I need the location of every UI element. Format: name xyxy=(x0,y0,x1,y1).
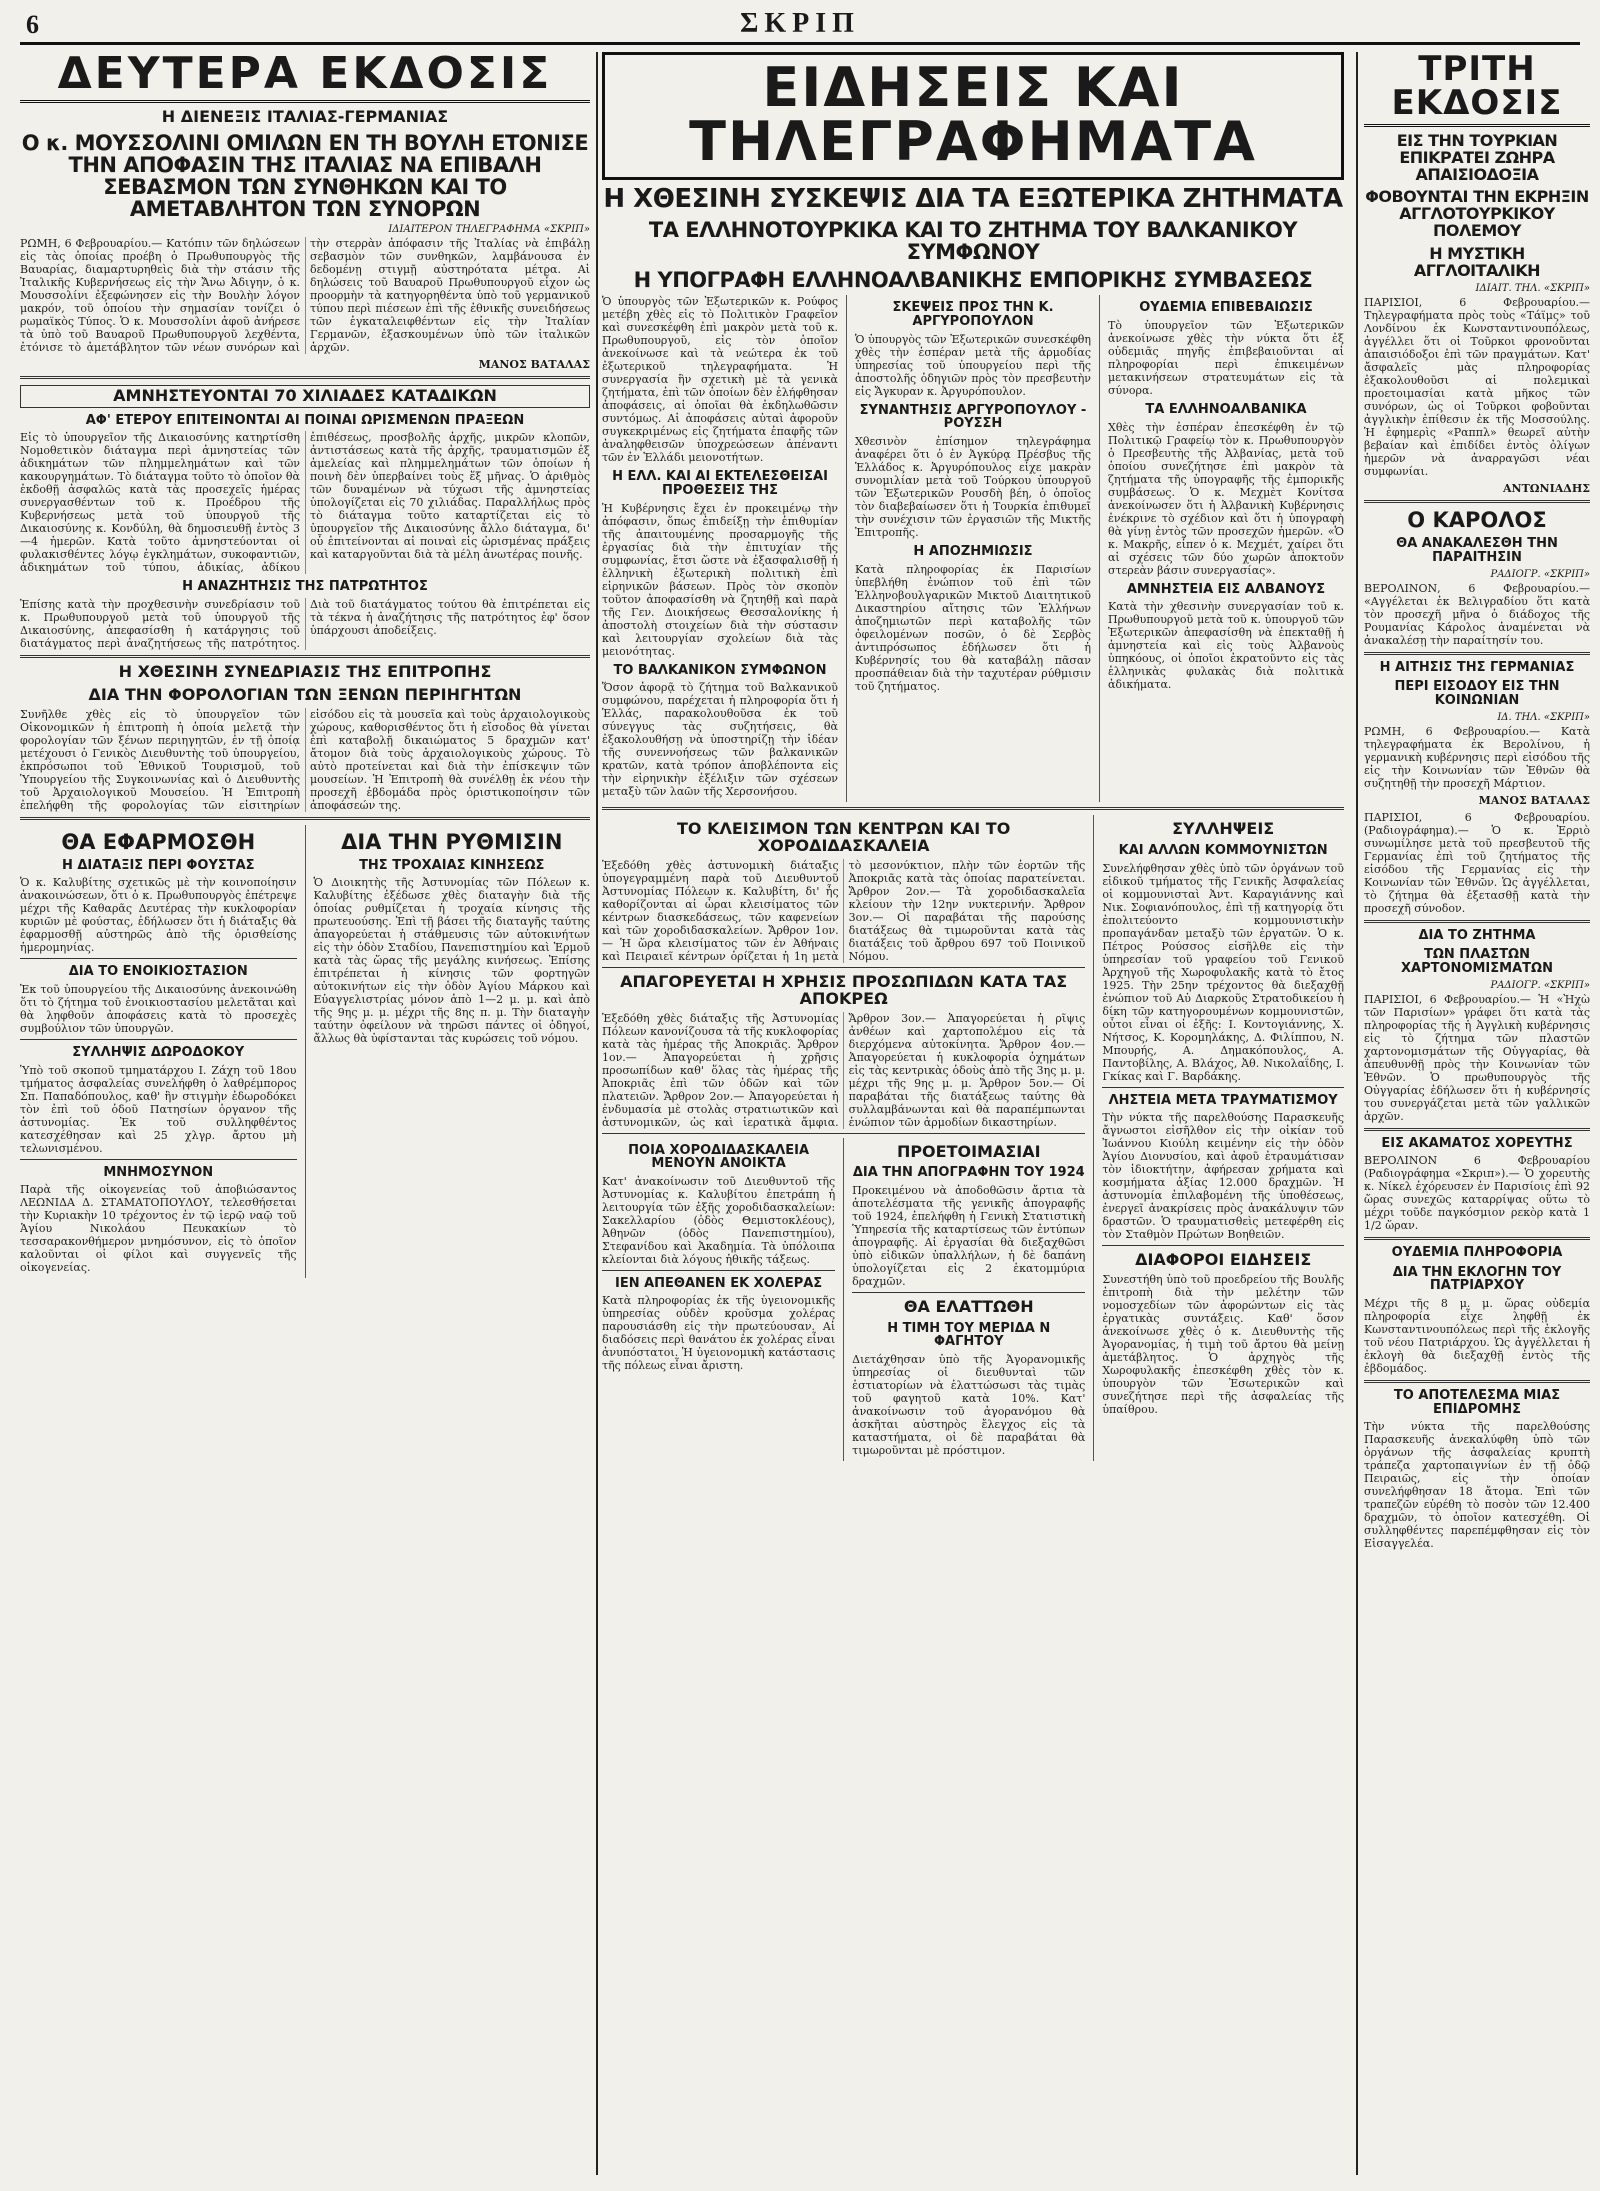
third-edition-banner: ΤΡΙΤΗ ΕΚΔΟΣΙΣ xyxy=(1364,52,1590,127)
article-headline: ΘΑ ΕΛΑΤΤΩΘΗ xyxy=(903,1296,1034,1316)
article-body: Ὁ Διοικητὴς τῆς Ἀστυνομίας τῶν Πόλεων κ. Καλυβίτης ἐξέδωσε χθὲς διαταγὴν διὰ τῆς ὁποίας ρυθμίζεται ἡ τροχαία κίνησις τῆς πρωτευούσης. Ἐπὶ τῇ βάσει τῆς διαταγῆς ταύτης ἀπαγορεύεται ἡ στάθμευσις τῶν αὐτοκινήτων εἰς τὴν ὁδὸν Σταδίου, Πανεπιστημίου καὶ Ἑρμοῦ κατὰ τὰς ὥρας τῆς μεγάλης κινήσεως. Ἐπίσης ἐπιτρέπεται ἡ κίνησις τῶν φορτηγῶν αὐτοκινήτων εἰς τὴν ὁδὸν Ἁγίου Μάρκου καὶ Εὐαγγελιστρίας μόνον ἀπὸ 1—2 μ. μ. καὶ ἀπὸ τῆς 9ης μ. μ. μέχρι τῆς 8ης π. μ. Τὴν διαταγὴν ταύτην ὀφείλουν νὰ τηρῶσι πάντες οἱ ὁδηγοί, ἄλλως θὰ ὑφίστανται τὰς κυρώσεις τοῦ νόμου. xyxy=(313,876,590,1046)
article-body: ΠΑΡΙΣΙΟΙ, 6 Φεβρουαρίου.— Τηλεγραφήματα πρὸς τοὺς «Τάϊμς» τοῦ Λονδίνου ἐκ Κωνσταντινουπόλεως, ἀγγέλλει ὅτι οἱ Τοῦρκοι φρονοῦνται ἀπαισιόδοξοι ἐπὶ τῶν πραγμάτων. Κατ' ἄσφαλεῖς μὰς πληροφορίας ἐξακολουθοῦσι αἱ πολεμικαὶ προετοιμασίαι κατὰ μῆκος τῶν συνόρων, ὡς οἱ Τοῦρκοι φοβοῦνται ἀγγλικὴν ἐπίθεσιν ἐκ τῆς Μοσσούλης. Ἡ ἐφημερὶς «Ραππλ» θεωρεῖ αὐτὴν βεβαίαν καὶ ἐπιδίδει ἐντὸς ὀλίγων ἡμερῶν νὰ ἀναρραγῶσι νέαι συμφωνίαι. xyxy=(1364,296,1590,479)
mid-bottom-col-b xyxy=(843,1138,1085,1462)
mid-lower-split xyxy=(602,815,1344,1461)
article-subheadline: ΤΑ ΕΛΛΗΝΟΑΛΒΑΝΙΚΑ xyxy=(1145,402,1307,418)
article-headline: ΔΙΑΦΟΡΟΙ ΕΙΔΗΣΕΙΣ xyxy=(1135,1250,1312,1270)
article-source: ΙΔ. ΤΗΛ. «ΣΚΡΙΠ» xyxy=(1497,711,1590,723)
article-source: ΡΑΔΙΟΓΡ. «ΣΚΡΙΠ» xyxy=(1490,979,1590,991)
article-subheadline: ΔΙΑ ΤΗΝ ΦΟΡΟΛΟΓΙΑΝ ΤΩΝ ΞΕΝΩΝ ΠΕΡΙΗΓΗΤΩΝ xyxy=(88,684,522,704)
article-body: Ὁ ὑπουργὸς τῶν Ἐξωτερικῶν συνεσκέφθη χθὲς τὴν ἑσπέραν μετὰ τῆς ἁρμοδίας ὑπηρεσίας τοῦ ὑπουργείου περὶ τῆς ἀποστολῆς ὁδηγιῶν πρὸς τὸν πρεσβευτὴν εἰς Ἄγκυραν κ. Ἀργυρόπουλον. xyxy=(855,332,1091,398)
article-subheadline: ΠΕΡΙ ΕΙΣΟΔΟΥ ΕΙΣ ΤΗΝ ΚΟΙΝΩΝΙΑΝ xyxy=(1394,679,1560,708)
article-headline: ΘΑ ΕΦΑΡΜΟΣΘΗ xyxy=(61,829,256,854)
article-body: ΠΑΡΙΣΙΟΙ, 6 Φεβρουαρίου. (Ραδιογράφημα).— Ὁ κ. Ἐρριὸ συνωμίλησε μετὰ τοῦ πρεσβευτοῦ τῆς Γερμανίας ἐπὶ τοῦ ζητήματος τῆς εἰσόδου τῆς Γερμανίας εἰς τὴν Κοινωνίαν τῶν Ἐθνῶν. Ὡς ἀγγέλλεται, τὸ ζήτημα θὰ ἐξετασθῇ κατὰ τὴν προσεχῆ σύνοδον. xyxy=(1364,810,1590,915)
article-subheadline: ΟΥΔΕΜΙΑ ΕΠΙΒΕΒΑΙΩΣΙΣ xyxy=(1139,300,1313,316)
article-subheadline: ΔΙΑ ΤΗΝ ΑΠΟΓΡΑΦΗΝ ΤΟΥ 1924 xyxy=(852,1165,1085,1181)
article-body: Εἰς τὸ ὑπουργεῖον τῆς Δικαιοσύνης κατηρτίσθη Νομοθετικὸν διάταγμα περὶ ἀμνηστείας τῶν ἀδικημάτων τῶν πλημμελημάτων καὶ τῶν κακουργημάτων. Τὸ διάταγμα τοῦτο τὸ ὁποῖον θὰ ἐκδοθῇ ἀσφαλῶς κατὰ τὰς προσεχεῖς ἡμέρας συνεργασθέντων τοῦ κ. Προέδρου τῆς Κυβερνήσεως μετὰ τοῦ ὑπουργοῦ τῆς Δικαιοσύνης κ. Κονδύλη, θὰ δημοσιευθῇ ἐντὸς 3—4 ἡμερῶν. Κατὰ τοῦτο ἀμνηστεύονται οἱ φυλακισθέντες λόγῳ ἐγκλημάτων, συκοφαντιῶν, ἀδικημάτων τοῦ τύπου, ἀδικίας, ἀδίκου ἐπιθέσεως, προσβολῆς ἀρχῆς, μικρῶν κλοπῶν, ἀντιστάσεως κατὰ τῆς ἀρχῆς, τραυματισμῶν ἐξ ἀμελείας καὶ πλημμελημάτων τῶν ὁποίων ἡ ποινὴ δὲν ὑπερβαίνει τοὺς ἕξ μῆνας. Ὁ ἀριθμὸς τῶν δυναμένων νὰ τύχωσι τῆς ἀμνηστείας ὑπολογίζεται εἰς 70 χιλιάδας. Παραλλήλως πρὸς τὸ διάταγμα τοῦτο καταρτίζεται εἰς τὸ ὑπουργεῖον τῆς Δικαιοσύνης ἄλλο διάταγμα, δι' οὗ ἐπιτείνονται αἱ ποιναὶ εἰς ὡρισμένας πράξεις καὶ καταργοῦνται διὰ τὰ μέλη ἀνωτέρας ποινῆς. xyxy=(20,431,590,575)
right-column xyxy=(1356,52,1590,2175)
left-bottom-col-b xyxy=(305,825,591,1279)
article-body: Χθεσινὸν ἐπίσημον τηλεγράφημα ἀναφέρει ὅτι ὁ ἐν Ἀγκύρᾳ Πρέσβυς τῆς Ἑλλάδος κ. Ἀργυρόπουλος εἶχε μακρὰν συνομιλίαν μετὰ τοῦ Τούρκου ὑπουργοῦ τῶν Ἐξωτερικῶν Ρουσδὴ βέη, ὁ ὁποῖος τὸν διαβεβαίωσεν ὅτι ἡ Τουρκία ἐπιθυμεῖ τὴν συνέχισιν τῶν ἐργασιῶν τῆς Μικτῆς Ἐπιτροπῆς. xyxy=(855,435,1091,539)
article-body: Ἐπίσης κατὰ τὴν προχθεσινὴν συνεδρίασιν τοῦ κ. Πρωθυπουργοῦ μετὰ τοῦ ὑπουργοῦ τῆς Δικαιοσύνης, ἀπεφασίσθη ἡ κατάργησις τοῦ διατάγματος περὶ ἀναζητήσεως τῆς πατρότητος. Διὰ τοῦ διατάγματος τούτου θὰ ἐπιτρέπεται εἰς τὰ τέκνα ἡ ἀναζήτησις τῆς πατρότητος ἐφ' ὅσον ὑπάρχουσι ἀποδείξεις. xyxy=(20,598,590,651)
article-body: Κατὰ τὴν χθεσινὴν συνεργασίαν τοῦ κ. Πρωθυπουργοῦ μετὰ τοῦ κ. ὑπουργοῦ τῶν Ἐξωτερικῶν ἀπεφασίσθη νὰ ἐπεκταθῇ ἡ ἀμνηστεία καὶ εἰς τοὺς Ἀλβανοὺς ὑπηκόους, οἱ ὁποῖοι ἐκρατοῦντο εἰς τὰς ἑλληνικὰς φυλακὰς διὰ πολιτικὰ ἀδικήματα. xyxy=(1108,600,1344,692)
article-headline: ΔΙΑ ΤΟ ΖΗΤΗΜΑ xyxy=(1418,927,1536,943)
article-body: Ὑπὸ τοῦ σκοποῦ τμηματάρχου Ι. Ζάχη τοῦ 18ου τμήματος ἀσφαλείας συνελήφθη ὁ λαθρέμπορος Σπ. Παπαδόπουλος, καθ' ἣν στιγμὴν ἐδωροδόκει τὸν ἐπὶ τοῦ ὁδοῦ Πατησίων ὀργανον τῆς ἀστυνομίας. Ἐκ τοῦ συλληφθέντος κατεσχέθησαν καὶ 25 χλγρ. ἄρτου μὴ τελωνισμένου. xyxy=(20,1063,297,1155)
left-bottom-split xyxy=(20,825,590,1279)
article-body: ΒΕΡΟΛΙΝΟΝ, 6 Φεβρουαρίου.— «Αγγέλεται ἐκ Βελιγραδίου ὅτι κατὰ τὸν προσεχῆ μῆνα ὁ διάδοχος τῆς Ρουμανίας Κάρολος ἀναμένεται νὰ ἀνακαλέσῃ τὴν παραίτησίν του. xyxy=(1364,581,1590,647)
mid-lower-col-b xyxy=(1093,815,1344,1461)
article-subheadline: Η ΔΙΑΤΑΞΙΣ ΠΕΡΙ ΦΟΥΣΤΑΣ xyxy=(61,857,255,873)
article-headline: ΔΙΑ ΤΗΝ ΡΥΘΜΙΣΙΝ xyxy=(341,829,563,854)
article-headline: ΤΟ ΑΠΟΤΕΛΕΣΜΑ ΜΙΑΣ ΕΠΙΔΡΟΜΗΣ xyxy=(1393,1388,1561,1417)
article-headline: ΜΝΗΜΟΣΥΝΟΝ xyxy=(103,1164,214,1180)
article-headline: Η ΧΘΕΣΙΝΗ ΣΥΝΕΔΡΙΑΣΙΣ ΤΗΣ ΕΠΙΤΡΟΠΗΣ xyxy=(118,662,492,682)
article-body: Διετάχθησαν ὑπὸ τῆς Ἀγορανομικῆς ὑπηρεσίας οἱ διευθυνταὶ τῶν ἑστιατορίων νὰ ἐλαττώσωσι τὰς τιμὰς τοῦ φαγητοῦ κατὰ 10%. Κατ' ἀνακοίνωσιν τοῦ ἀγορανόμου θὰ ἀσκῆται αὐστηρὸς ἔλεγχος εἰς τὰ καταστήματα, οἱ δὲ παραβάται θὰ τιμωροῦνται μὲ πρόστιμον. xyxy=(852,1353,1086,1458)
article-headline: ΕΙΣ ΤΗΝ ΤΟΥΡΚΙΑΝ ΕΠΙΚΡΑΤΕΙ ΖΩΗΡΑ ΑΠΑΙΣΙΟΔΟΞΙΑ xyxy=(1396,131,1558,184)
lead-col-c xyxy=(1099,295,1344,802)
article-body: Τὴν νύκτα τῆς παρελθούσης Παρασκευῆς ἄγνωστοι εἰσῆλθον εἰς τὴν οἰκίαν τοῦ Ἰωάννου Κιούλη κειμένην εἰς τὴν ὁδὸν Ἁγίου Διονυσίου, καὶ ἀφοῦ ἐτραυμάτισαν τὸν ἰδιοκτήτην, ἀφήρεσαν χρήματα καὶ κοσμήματα ἀξίας 12.000 δραχμῶν. Ἡ ἀστυνομία ἐπιλαβομένη τῆς ὑποθέσεως, ἐνεργεῖ ἀνακρίσεις πρὸς ἀνακάλυψιν τῶν δραστῶν. Ὁ τραυματισθεὶς μετεφέρθη εἰς τὸν Σταθμὸν Πρώτων Βοηθειῶν. xyxy=(1102,1111,1344,1242)
article-source: ΙΔΙΑΙΤ. ΤΗΛ. «ΣΚΡΙΠ» xyxy=(1475,283,1590,295)
article-source: ΡΑΔΙΟΓΡ. «ΣΚΡΙΠ» xyxy=(1490,568,1590,580)
article-body: Παρὰ τῆς οἰκογενείας τοῦ ἀποβιώσαντος ΛΕΩΝΙΔΑ Δ. ΣΤΑΜΑΤΟΠΟΥΛΟΥ, τελεσθήσεται τὴν Κυριακὴν 10 τρέχοντος ἐν τῷ ἱερῷ ναῷ τοῦ Ἁγίου Νικολάου Πευκακίων τὸ τεσσαρακονθήμερον μνημόσυνον, εἰς τὸ ὁποῖον καλοῦνται οἱ φίλοι καὶ συγγενεῖς τῆς οἰκογενείας. xyxy=(20,1183,297,1275)
article-body: Κατ' ἀνακοίνωσιν τοῦ Διευθυντοῦ τῆς Ἀστυνομίας κ. Καλυβίτου ἐπετράπη ἡ λειτουργία τῶν ἐξῆς χοροδιδασκαλείων: Σακελλαρίου (ὁδὸς Θεμιστοκλέους), Ἀθηνῶν (ὁδὸς Πανεπιστημίου), Στεφανίδου καὶ Ἀκαδημία. Τὰ ὑπόλοιπα κλείονται διὰ λόγους ἠθικῆς τάξεως. xyxy=(602,1174,836,1266)
article-headline: ΕΙΣ ΑΚΑΜΑΤΟΣ ΧΟΡΕΥΤΗΣ xyxy=(1381,1135,1573,1151)
newspaper-name: ΣΚΡΙΠ xyxy=(740,8,860,39)
article-headline: ΣΥΛΛΗΨΙΣ ΔΩΡΟΔΟΚΟΥ xyxy=(72,1044,245,1060)
left-column xyxy=(20,52,598,2175)
article-subheadline: Η ΤΙΜΗ ΤΟΥ ΜΕΡΙΔΑ Ν ΦΑΓΗΤΟΥ xyxy=(887,1320,1051,1350)
mid-bottom-col-a xyxy=(602,1138,835,1462)
article-subheadline: ΑΦ' ΕΤΕΡΟΥ ΕΠΙΤΕΙΝΟΝΤΑΙ ΑΙ ΠΟΙΝΑΙ ΩΡΙΣΜΕΝΩΝ ΠΡΑΞΕΩΝ xyxy=(85,412,525,428)
article-body: ΒΕΡΟΛΙΝΟΝ 6 Φεβρουαρίου (Ραδιογράφημα «Σκριπ»).— Ὁ χορευτὴς κ. Νίκελ ἐχόρευσεν ἐν Παρισίοις ἐπὶ 92 ὥρας συνεχῶς καταρρίψας οὕτω τὸ μέχρι τοῦδε παγκόσμιον ρεκὸρ κατὰ 1 1/2 ὥραν. xyxy=(1364,1154,1590,1233)
article-body: Ὁ κ. Καλυβίτης σχετικῶς μὲ τὴν κοινοποίησιν ἀνακοινώσεων, ὅτι ὁ κ. Πρωθυπουργὸς ἐπέτρεψε μέχρι τῆς Καθαρᾶς Δευτέρας τὴν κυκλοφορίαν κυριῶν μὲ φούστας, ἐδήλωσεν ὅτι ἡ διάταξις θὰ ἐφαρμοσθῇ αὐστηρῶς ἀπὸ τῆς ὁρισθείσης ἡμερομηνίας. xyxy=(20,876,297,955)
article-body: ΡΩΜΗ, 6 Φεβρουαρίου.— Κατὰ τηλεγραφήματα ἐκ Βερολίνου, ἡ γερμανικὴ κυβέρνησις περὶ εἰσόδου τῆς εἰς τὴν Κοινωνίαν τῶν Ἐθνῶν θὰ συζητηθῇ τὴν προσεχῆ Μάρτιον. xyxy=(1364,724,1590,790)
article-body: Συνῆλθε χθὲς εἰς τὸ ὑπουργεῖον τῶν Οἰκονομικῶν ἡ ἐπιτροπὴ ἡ ὁποία μελετᾷ τὴν φορολογίαν τῶν ξένων περιηγητῶν, ἐν τῇ ὁποίᾳ μετέχουσι ὁ Γενικὸς Διευθυντὴς τοῦ ὑπουργείου, ἐκπρόσωποι τοῦ Ἐθνικοῦ Τουρισμοῦ, τοῦ Ὑπουργείου τῆς Συγκοινωνίας καὶ ὁ Διευθυντὴς τοῦ Ἀρχαιολογικοῦ Μουσείου. Ἡ Ἐπιτροπὴ ἐπελήφθη τῆς φορολογίας τῶν εἰσιτηρίων εἰσόδου εἰς τὰ μουσεῖα καὶ τοὺς ἀρχαιολογικοὺς χώρους, καθορισθέντος ὅτι ἡ εἴσοδος θὰ γίνεται ἐπὶ καταβολῇ δικαιώματος 5 δραχμῶν κατ' ἄτομον διὰ τοὺς ἀρχαιολογικοὺς χώρους. Τὸ αὐτὸ προτείνεται καὶ διὰ τὴν ἐπίσκεψιν τῶν μουσείων. Ἡ Ἐπιτροπὴ θὰ συνέλθῃ ἐκ νέου τὴν προσεχῆ ἑβδομάδα πρὸς ὁριστικοποίησιν τῶν ἀποφάσεών της. xyxy=(20,707,590,812)
article-subheadline: ΤΩΝ ΠΛΑΣΤΩΝ ΧΑΡΤΟΝΟΜΙΣΜΑΤΩΝ xyxy=(1401,947,1553,976)
article-body: Μέχρι τῆς 8 μ. μ. ὥρας οὐδεμία πληροφορία εἶχε ληφθῇ ἐκ Κωνσταντινουπόλεως περὶ τῆς ἐκλογῆς τοῦ νέου Πατριάρχου. Ὡς ἀγγέλλεται ἡ ἐκλογὴ θὰ διεξαχθῇ ἐντὸς τῆς ἐβδομάδος. xyxy=(1364,1297,1590,1376)
article-subheadline: ΔΙΑ ΤΗΝ ΕΚΛΟΓΗΝ ΤΟΥ ΠΑΤΡΙΑΡΧΟΥ xyxy=(1392,1264,1562,1294)
page-number: 6 xyxy=(26,10,39,39)
article-body: Συνεστήθη ὑπὸ τοῦ προεδρείου τῆς Βουλῆς ἐπιτροπὴ διὰ τὴν μελέτην τῶν νομοσχεδίων τῶν ἀφορώντων εἰς τὰς ἐργατικὰς συντάξεις. Καθ' ὅσον ἀνεκοίνωσε χθὲς ὁ κ. Διευθυντὴς τῆς Ἀγορανομίας, ἡ τιμὴ τοῦ ἄρτου θὰ μείνῃ ἀμετάβλητος. Ὁ ἀρχηγὸς τῆς Χωροφυλακῆς ἐπεσκέφθη χθὲς τὸν κ. ὑπουργὸν τῶν Ἐσωτερικῶν καὶ συνεζήτησε περὶ τῆς ἀσφαλείας τῆς ὑπαίθρου. xyxy=(1102,1273,1344,1417)
article-body: Ἐξεδόθη χθὲς διάταξις τῆς Ἀστυνομίας Πόλεων κανονίζουσα τὰ τῆς κυκλοφορίας κατὰ τὰς ἡμέρας τῆς Ἀποκριᾶς. Ἄρθρον 1ον.— Ἀπαγορεύεται ἡ χρῆσις προσωπίδων καθ' ὅλας τὰς ἡμέρας τῆς Ἀποκριᾶς ἐπὶ τῶν ὁδῶν καὶ τῶν πλατειῶν. Ἄρθρον 2ον.— Ἀπαγορεύεται ἡ ἐνδυμασία μὲ στολὰς στρατιωτικῶν καὶ ἀστυνομικῶν, ὡς καὶ ἱερατικὰ ἄμφια. Ἄρθρον 3ον.— Ἀπαγορεύεται ἡ ρῖψις ἀνθέων καὶ χαρτοπολέμου εἰς τὰ διερχόμενα αὐτοκίνητα. Ἄρθρον 4ον.— Ἀπαγορεύεται ἡ κυκλοφορία ὁχημάτων εἰς τὰς κεντρικὰς ὁδοὺς ἀπὸ τῆς 3ης μ. μ. μέχρι τῆς 9ης μ. μ. Ἄρθρον 5ον.— Οἱ παραβάται τῆς διατάξεως ταύτης θὰ συλλαμβάνωνται καὶ θὰ παραπέμπωνται ἐνώπιον τῶν ἁρμοδίων δικαστηρίων. xyxy=(602,1011,1086,1129)
lead-subheadline: ΤΑ ΕΛΛΗΝΟΤΟΥΡΚΙΚΑ ΚΑΙ ΤΟ ΖΗΤΗΜΑ ΤΟΥ ΒΑΛΚΑΝΙΚΟΥ ΣΥΜΦΩΝΟΥ xyxy=(648,218,1298,265)
article-headline: ΑΠΑΓΟΡΕΥΕΤΑΙ Η ΧΡΗΣΙΣ ΠΡΟΣΩΠΙΔΩΝ ΚΑΤΑ ΤΑΣ ΑΠΟΚΡΕΩ xyxy=(620,971,1068,1008)
mid-lower-col-a xyxy=(602,815,1085,1461)
article-subheadline: ΚΑΙ ΑΛΛΩΝ ΚΟΜΜΟΥΝΙΣΤΩΝ xyxy=(1118,843,1328,859)
article-headline: ΙΕΝ ΑΠΕΘΑΝΕΝ ΕΚ ΧΟΛΕΡΑΣ xyxy=(614,1275,823,1291)
article-byline: ΜΑΝΟΣ ΒΑΤΑΛΑΣ xyxy=(478,357,590,371)
article-body: Ὅσον ἀφορᾷ τὸ ζήτημα τοῦ Βαλκανικοῦ συμφώνου, παρέχεται ἡ πληροφορία ὅτι ἡ Ἑλλάς, παρακολουθοῦσα ἐκ τοῦ σύνεγγυς τὰς συζητήσεις, θὰ ἐξακολουθήσῃ νὰ ὑποστηρίζῃ τὴν ἰδέαν τῆς συνεννοήσεως τῶν βαλκανικῶν κρατῶν, κατὰ τρόπον ἀποβλέποντα εἰς τὴν εἰρηνικὴν ἐξέλιξιν τῶν σχέσεων μεταξὺ τῶν λαῶν τῆς Χερσονήσου. xyxy=(602,681,838,799)
article-subheadline: ΑΜΝΗΣΤΕΙΑ ΕΙΣ ΑΛΒΑΝΟΥΣ xyxy=(1126,581,1326,597)
article-body: Ἡ Κυβέρνησις ἔχει ἐν προκειμένῳ τὴν ἀπόφασιν, ὅπως ἐπιδείξῃ τὴν ἐπιθυμίαν τῆς ἀπαιτουμένης προσαρμογῆς τῆς ἐργασίας διὰ τὴν ἐπιτυχίαν τῆς συμφωνίας, ἔτσι ὥστε νὰ ἐξασφαλισθῇ ἡ ἑλληνικὴ ἐξωτερικὴ πολιτικὴ ἐπὶ εἰρηνικῶν βάσεων. Πρὸς τὸν σκοπὸν τοῦτον ἀποφασίσθη νὰ ζητηθῇ καὶ παρὰ τῆς Γεν. Διοικήσεως Θεσσαλονίκης ἡ ἀποστολὴ στοιχείων διὰ τὴν σύστασιν καὶ λειτουργίαν σχολείων διὰ τὰς μειονότητας. xyxy=(602,501,838,658)
article-subheadline: Η ΜΥΣΤΙΚΗ ΑΓΓΛΟΙΤΑΛΙΚΗ xyxy=(1413,243,1541,280)
article-headline: ΛΗΣΤΕΙΑ ΜΕΤΑ ΤΡΑΥΜΑΤΙΣΜΟΥ xyxy=(1108,1092,1338,1108)
lead-col-b xyxy=(846,295,1091,802)
article-body: ΡΩΜΗ, 6 Φεβρουαρίου.— Κατόπιν τῶν δηλώσεων εἰς τὰς ὁποίας προέβη ὁ Πρωθυπουργὸς τῆς Βαυαρίας, διαμαρτυρηθεὶς διὰ τὴν στάσιν τῆς Ἰταλικῆς Κυβερνήσεως εἰς τὴν Ἄνω Ἀδιγην, ὁ κ. Μουσσολίνι ἐξεφώνησεν εἰς τὴν Βουλὴν λόγον μακρόν, τοῦ ὁποίου τὴν σημασίαν τονίζει ὁ ρωμαϊκὸς Τύπος. Ὁ κ. Μουσσολίνι ἀφοῦ ἀνήρεσε τὰ ὑπὸ τοῦ Βαυαροῦ Πρωθυπουργοῦ λεχθέντα, ἐτόνισε τὸ ἀμετάβλητον τῶν νέων συνόρων καὶ τὴν στερρὰν ἀπόφασιν τῆς Ἰταλίας νὰ ἐπιβάλῃ σεβασμὸν τῶν συνθηκῶν, λαμβάνουσα ἐν δεδομένῃ στιγμῇ αὐστηρότατα μέτρα. Αἱ δηλώσεις τοῦ Βαυαροῦ Πρωθυπουργοῦ εἶχον ὡς προορμὴν τὰ κατηγορηθέντα ὑπὸ τοῦ γερμανικοῦ τύπου περὶ πιέσεων ἐπὶ τῆς ἐθνικῆς συνειδήσεως τῶν ἐγκαταλειφθέντων εἰς τὴν Ἰταλίαν Γερμανῶν, ἐξασκουμένων ὑπὸ τῶν ἰταλικῶν ἀρχῶν. xyxy=(20,236,590,354)
article-body: Τὴν νύκτα τῆς παρελθούσης Παρασκευῆς ἀνεκαλύφθη ὑπὸ τῶν ὀργάνων τῆς ἀσφαλείας κρυπτὴ τράπεζα χαρτοπαιγνίων ἐν τῇ ὁδῷ Πειραιῶς, εἰς τὴν ὁποίαν συνελήφθησαν 18 ἄτομα. Ἐπὶ τῶν τραπεζῶν εὑρέθη τὸ ποσὸν τῶν 12.400 δραχμῶν, τὸ ὁποῖον κατεσχέθη. Οἱ συλληφθέντες παρεπέμφθησαν εἰς τὸν Εἰσαγγελέα. xyxy=(1364,1420,1590,1551)
article-subheadline: ΣΚΕΨΕΙΣ ΠΡΟΣ ΤΗΝ Κ. ΑΡΓΥΡΟΠΟΥΛΟΝ xyxy=(892,300,1054,330)
article-kicker: Η ΔΙΕΝΕΞΙΣ ΙΤΑΛΙΑΣ-ΓΕΡΜΑΝΙΑΣ xyxy=(161,107,449,126)
article-body: Προκειμένου νὰ ἀποδοθῶσιν ἄρτια τὰ ἀποτελέσματα τῆς γενικῆς ἀπογραφῆς τοῦ 1924, ἐπελήφθη ἡ Γενικὴ Στατιστικὴ Ὑπηρεσία τῆς καταρτίσεως τῶν ἐντύπων ἀπογραφῆς. Αἱ ἐργασίαι θὰ διεξαχθῶσι ὑπὸ εἰδικῶν ὑπαλλήλων, ἡ δὲ δαπάνη ὑπολογίζεται εἰς 2 ἑκατομμύρια δραχμῶν. xyxy=(852,1183,1086,1288)
lead-subheadline: Η ΥΠΟΓΡΑΦΗ ΕΛΛΗΝΟΑΛΒΑΝΙΚΗΣ ΕΜΠΟΡΙΚΗΣ ΣΥΜΒΑΣΕΩΣ xyxy=(633,268,1313,293)
article-headline: ΑΜΝΗΣΤΕΥΟΝΤΑΙ 70 ΧΙΛΙΑΔΕΣ ΚΑΤΑΔΙΚΩΝ xyxy=(20,385,590,408)
article-headline: Ο ΚΑΡΟΛΟΣ xyxy=(1407,508,1547,533)
article-subheadline: Η ΑΝΑΖΗΤΗΣΙΣ ΤΗΣ ΠΑΤΡΩΤΗΤΟΣ xyxy=(182,579,428,595)
article-subheadline: ΘΑ ΑΝΑΚΑΛΕΣΘΗ ΤΗΝ ΠΑΡΑΙΤΗΣΙΝ xyxy=(1396,536,1558,566)
article-body: Χθὲς τὴν ἑσπέραν ἐπεσκέφθη ἐν τῷ Πολιτικῷ Γραφείῳ τὸν κ. Πρωθυπουργὸν ὁ Πρεσβευτὴς τῆς Ἀλβανίας, μετὰ τοῦ ὁποίου συνεζήτησε ἐπὶ μακρὸν τὰ ζητήματα τῆς ὑπογραφῆς τῆς ἐμπορικῆς συμβάσεως. Ὁ κ. Μεχμὲτ Κονίτσα ἀνεκοίνωσεν ὅτι ἡ Ἀλβανικὴ Κυβέρνησις ἐνέκρινε τὸ σχέδιον καὶ ὅτι ἡ ὑπογραφὴ θὰ γίνῃ ἐντὸς τῶν προσεχῶν ἡμερῶν. «Ὁ κ. Μακρῆς, εἶπεν ὁ κ. Μεχμέτ, χαίρει ὅτι αἱ σχέσεις τῶν δύο χωρῶν ἀποκτοῦν στερεὰν βάσιν συνεργασίας». xyxy=(1108,420,1344,577)
article-headline: Ο κ. ΜΟΥΣΣΟΛΙΝΙ ΟΜΙΛΩΝ ΕΝ ΤΗ ΒΟΥΛΗ ΕΤΟΝΙΣΕ ΤΗΝ ΑΠΟΦΑΣΙΝ ΤΗΣ ΙΤΑΛΙΑΣ ΝΑ ΕΠΙΒΑΛΗ ΣΕΒΑΣΜΟΝ ΤΩΝ ΣΥΝΘΗΚΩΝ ΚΑΙ ΤΟ ΑΜΕΤΑΒΛΗΤΟΝ ΤΩΝ ΣΥΝΟΡΩΝ xyxy=(21,130,589,221)
article-body: Κατὰ πληροφορίας ἐκ Παρισίων ὑπεβλήθη ἐνώπιον τοῦ ἐπὶ τῶν Ἑλληνοβουλγαρικῶν Μικτοῦ Διαιτητικοῦ Δικαστηρίου αἴτησις τῶν Ἑλλήνων ἀποζημιωτῶν περὶ καταβολῆς τῶν ὀφειλομένων ποσῶν, ὁ δὲ Σερβὸς ἀντιπρόσωπος ἐδήλωσεν ὅτι ἡ Κυβέρνησίς του θὰ καταβάλῃ πᾶσαν προσπάθειαν διὰ τὴν ταχυτέραν ρύθμισιν τοῦ ζητήματος. xyxy=(855,562,1091,693)
mid-bottom-split xyxy=(602,1138,1085,1462)
article-byline: ΜΑΝΟΣ ΒΑΤΑΛΑΣ xyxy=(1478,793,1590,807)
article-body: Κατὰ πληροφορίας ἐκ τῆς ὑγειονομικῆς ὑπηρεσίας οὐδὲν κροῦσμα χολέρας παρουσιάσθη εἰς τὴν πρωτεύουσαν. Αἱ διαδόσεις περὶ θανάτου ἐκ χολέρας εἶναι ἀνυπόστατοι. Ἡ ὑγειονομικὴ κατάστασις τῆς πόλεως εἶναι ἄριστη. xyxy=(602,1294,836,1373)
lead-story-columns xyxy=(602,295,1344,802)
article-subheadline: Η ΑΠΟΖΗΜΙΩΣΙΣ xyxy=(913,544,1033,559)
left-bottom-col-a xyxy=(20,825,297,1279)
article-headline: ΤΟ ΚΛΕΙΣΙΜΟΝ ΤΩΝ ΚΕΝΤΡΩΝ ΚΑΙ ΤΟ ΧΟΡΟΔΙΔΑΣΚΑΛΕΙΑ xyxy=(676,819,1011,856)
article-headline: ΠΟΙΑ ΧΟΡΟΔΙΔΑΣΚΑΛΕΙΑ ΜΕΝΟΥΝ ΑΝΟΙΚΤΑ xyxy=(628,1142,810,1172)
article-body: Τὸ ὑπουργεῖον τῶν Ἐξωτερικῶν ἀνεκοίνωσε χθὲς τὴν νύκτα ὅτι ἐξ οὐδεμιᾶς πηγῆς ἐπιβεβαιοῦνται αἱ πληροφορίαι περὶ ἐπικειμένων μετακινήσεων στρατευμάτων εἰς τὰ σύνορα. xyxy=(1108,319,1344,398)
article-headline: ΣΥΛΛΗΨΕΙΣ xyxy=(1172,819,1275,839)
article-subheadline: ΤΗΣ ΤΡΟΧΑΙΑΣ ΚΙΝΗΣΕΩΣ xyxy=(359,857,545,873)
news-telegrams-banner: ΕΙΔΗΣΕΙΣ ΚΑΙ ΤΗΛΕΓΡΑΦΗΜΑΤΑ xyxy=(602,52,1344,180)
middle-column xyxy=(602,52,1344,2175)
article-byline: ΑΝΤΩΝΙΑΔΗΣ xyxy=(1502,482,1590,496)
second-edition-banner: ΔΕΥΤΕΡΑ ΕΚΔΟΣΙΣ xyxy=(20,52,590,103)
article-source: ΙΔΙΑΙΤΕΡΟΝ ΤΗΛΕΓΡΑΦΗΜΑ «ΣΚΡΙΠ» xyxy=(388,223,590,235)
lead-col-a xyxy=(602,295,838,802)
article-body: Ὁ ὑπουργὸς τῶν Ἐξωτερικῶν κ. Ρούφος μετέβη χθὲς εἰς τὸ Πολιτικὸν Γραφεῖον καὶ συνεσκέφθη ἐπὶ μακρὸν μετὰ τοῦ κ. Πρωθυπουργοῦ, εἰς τὸν ὁποῖον ἀνεκοίνωσε καὶ τὰ νεώτερα ἐκ τοῦ ἐξωτερικοῦ τηλεγραφήματα. Ἡ συνεργασία ἣν σχετικὴ μὲ τὰ γενικὰ ζητήματα, ἐπὶ τῶν ὁποίων δὲν ἐλήφθησαν ἀποφάσεις, αἱ ὁποῖαι θὰ ἐκδηλωθῶσιν συντόμως. Αἱ ἀποφάσεις αὐταὶ ἀφοροῦν συγκεκριμένως εἰς ζητήματα ἐπαφῆς τῶν ἀναληφθεισῶν ὑποχρεώσεων ἀπέναντι τῶν ἐν Ἑλλάδι μειονοτήτων. xyxy=(602,295,838,465)
article-subheadline: ΦΟΒΟΥΝΤΑΙ ΤΗΝ ΕΚΡΗΞΙΝ ΑΓΓΛΟΤΟΥΡΚΙΚΟΥ ΠΟΛΕΜΟΥ xyxy=(1365,187,1589,240)
article-headline: ΠΡΟΕΤΟΙΜΑΣΙΑΙ xyxy=(896,1141,1041,1161)
article-headline: Η ΑΙΤΗΣΙΣ ΤΗΣ ΓΕΡΜΑΝΙΑΣ xyxy=(1379,659,1575,675)
article-subheadline: Η ΕΛΛ. ΚΑΙ ΑΙ ΕΚΤΕΛΕΣΘΕΙΣΑΙ ΠΡΟΘΕΣΕΙΣ ΤΗΣ xyxy=(612,469,828,499)
article-body: Ἐξεδόθη χθὲς ἀστυνομικὴ διάταξις ὑπογεγραμμένη παρὰ τοῦ Διευθυντοῦ Ἀστυνομίας Πόλεων κ. Καλυβίτη, δι' ἧς καθορίζονται αἱ ὧραι κλεισίματος τῶν κέντρων διασκεδάσεως, τῶν καφενείων καὶ τῶν χοροδιδασκαλείων. Ἄρθρον 1ον.— Ἡ ὥρα κλεισίματος τῶν ἐν Ἀθήναις καὶ Πειραιεῖ κέντρων ὁρίζεται ἡ 1η μετὰ τὸ μεσονύκτιον, πλὴν τῶν ἑορτῶν τῆς Ἀποκριᾶς κατὰ τὰς ὁποίας παρατείνεται. Ἄρθρον 2ον.— Τὰ χοροδιδασκαλεῖα κλείουν τὴν 12ην νυκτερινήν. Ἄρθρον 3ον.— Οἱ παραβάται τῆς παρούσης διατάξεως θὰ τιμωροῦνται κατὰ τὰς διατάξεις τοῦ ἄρθρου 697 τοῦ Ποινικοῦ Νόμου. xyxy=(602,858,1086,963)
article-headline: ΟΥΔΕΜΙΑ ΠΛΗΡΟΦΟΡΙΑ xyxy=(1391,1245,1563,1261)
article-body: Συνελήφθησαν χθὲς ὑπὸ τῶν ὀργάνων τοῦ εἰδικοῦ τμήματος τῆς Γενικῆς Ἀσφαλείας οἱ κομμουνισταὶ Ἀντ. Καραγιάννης καὶ Νικ. Σοφιανόπουλος, ἐπὶ τῇ κατηγορίᾳ ὅτι ἐπολιτεύοντο κομμουνιστικὴν προπαγάνδαν μεταξὺ τῶν ἐργατῶν. Ὁ κ. Πέτρος Ρούσσος εἰσῆλθε εἰς τὴν ὑπηρεσίαν τοῦ γραφείου τοῦ Γενικοῦ Ἀρχηγοῦ τῆς Χωροφυλακῆς κατὰ τὸ ἔτος 1925. Τὴν 25ην τρέχοντος θὰ διεξαχθῇ ἐνώπιον τοῦ Αὐ Διαρκοῦς Στρατοδικείου ἡ δίκη τῶν κατηγορουμένων κομμουνιστῶν, οὗτοι εἶναι οἱ ἑξῆς: Ι. Κοντογιάννης, Χ. Νήτσος, Κ. Κορομηλάκης, Δ. Φιλίππου, Ν. Μπουρής, Α. Δημακόπουλος, Α. Παντοβίλης, Α. Βλάχος, Ἀθ. Νικολαΐδης, Ι. Γκίκας καὶ Γ. Βαρδάκης. xyxy=(1102,861,1344,1083)
article-body: Ἐκ τοῦ ὑπουργείου τῆς Δικαιοσύνης ἀνεκοινώθη ὅτι τὸ ζήτημα τοῦ ἐνοικιοστασίου μελετᾶται καὶ θὰ ληφθοῦν ἀποφάσεις κατὰ τὸ προσεχὲς συμβούλιον τῶν ὑπουργῶν. xyxy=(20,982,297,1035)
article-body: ΠΑΡΙΣΙΟΙ, 6 Φεβρουαρίου.— Ἡ «Ἠχὼ τῶν Παρισίων» γράφει ὅτι κατὰ τὰς πληροφορίας τῆς ἡ Ἀγγλικὴ κυβέρνησις εἰς τὸ ζήτημα τῶν πλαστῶν χαρτονομισμάτων τῆς Οὐγγαρίας, θὰ ἀπευθυνθῇ πρὸς τὴν Κοινωνίαν τῶν Ἐθνῶν. Ὁ πρωθυπουργὸς τῆς Οὐγγαρίας ἐδήλωσεν ὅτι ἡ κυβέρνησίς του συνεργάζεται μετὰ τῶν γαλλικῶν ἀρχῶν. xyxy=(1364,992,1590,1123)
masthead xyxy=(20,8,1580,45)
article-headline: ΔΙΑ ΤΟ ΕΝΟΙΚΙΟΣΤΑΣΙΟΝ xyxy=(68,964,248,980)
lead-headline: Η ΧΘΕΣΙΝΗ ΣΥΣΚΕΨΙΣ ΔΙΑ ΤΑ ΕΞΩΤΕΡΙΚΑ ΖΗΤΗΜΑΤΑ xyxy=(603,184,1343,214)
article-subheadline: ΤΟ ΒΑΛΚΑΝΙΚΟΝ ΣΥΜΦΩΝΟΝ xyxy=(613,662,827,678)
article-subheadline: ΣΥΝΑΝΤΗΣΙΣ ΑΡΓΥΡΟΠΟΥΛΟΥ - ΡΟΥΣΣΗ xyxy=(859,402,1087,432)
